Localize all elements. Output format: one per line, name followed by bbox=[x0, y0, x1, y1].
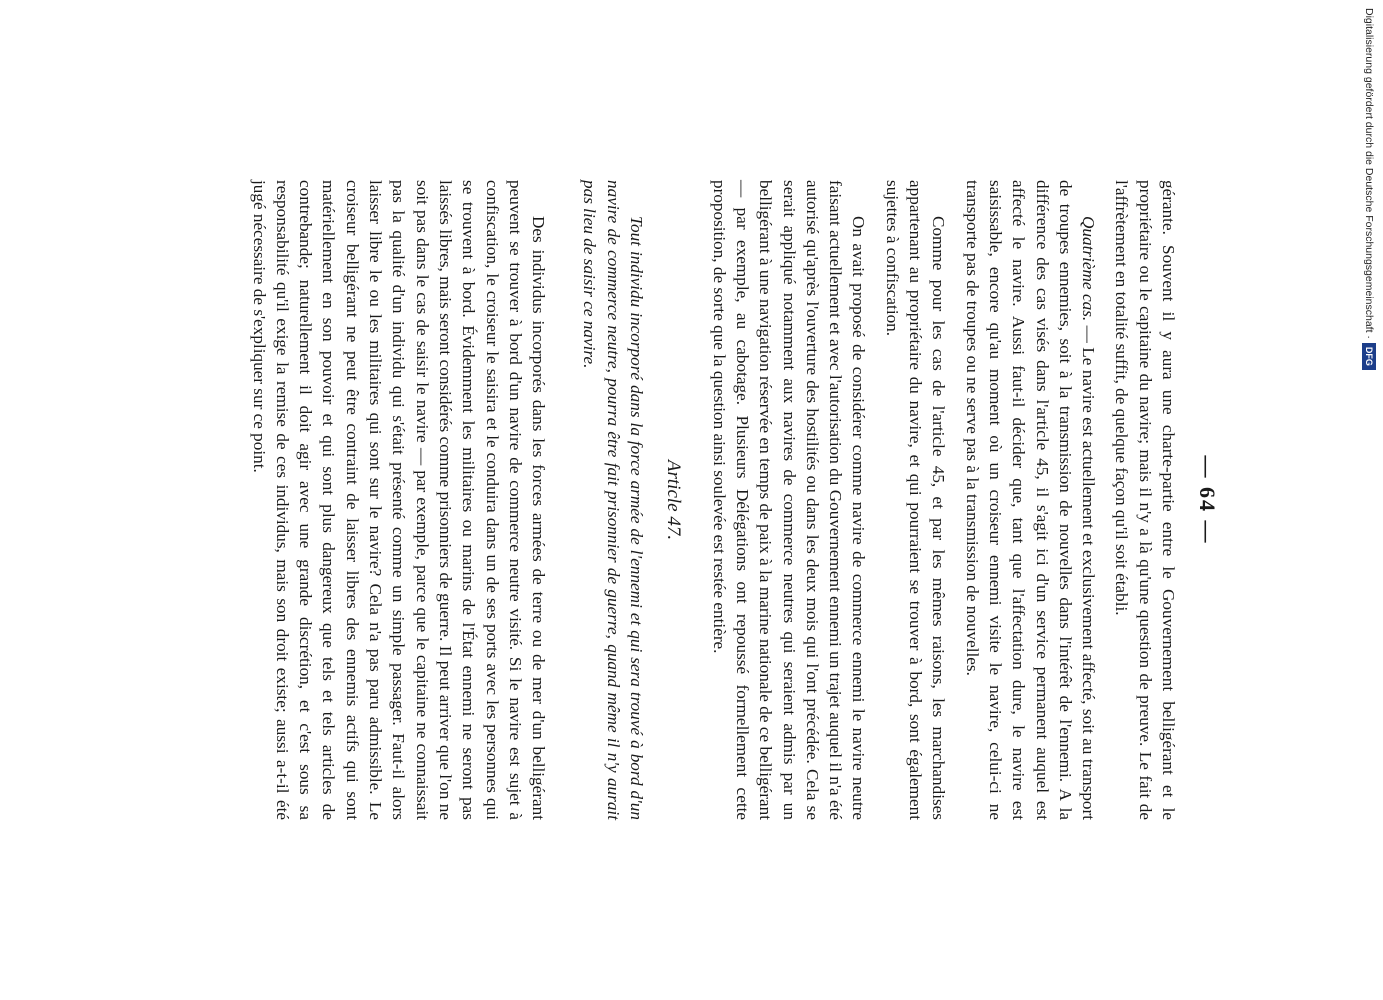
paragraph-5: Des individus incorporés dans les forces armées de terre ou de mer d'un belligérant peuvent se trouver à bord d'un navire de commerce neutre visité. Si le navire est sujet à confiscation, le croiseur le saisira et le conduira dans un de ses ports avec les personnes qui se trouvent à bord. Évidemment les militaires ou marins de l'État ennemi ne seront pas laissés libres, mais seront considérés comme prisonniers de guerre. Il peut arriver que l'on ne soit pas dans le cas de saisir le navire — par exemple, parce que le capitaine ne connaissait pas la qualité d'un individu qui s'était présenté comme un simple passager. Faut-il alors laisser libre le ou les militaires qui sont sur le navire? Cela n'a pas paru admissible. Le croiseur belligérant ne peut être contraint de laisser libres des ennemis actifs qui sont matériellement en son pouvoir et qui sont plus dangereux que tels et tels articles de contrebande; naturellement il doit agir avec une grande discrétion, et c'est sous sa responsabilité qu'il exige la remise de ces individus, mais son droit existe; aussi a-t-il été jugé nécessaire de s'expliquer sur ce point. bbox=[249, 180, 549, 820]
dfg-logo-icon: DFG bbox=[1362, 343, 1376, 370]
paragraph-fourth-case bbox=[960, 180, 1100, 820]
digitization-credit bbox=[1362, 8, 1376, 988]
article-rule-text: Tout individu incorporé dans la force armée de l'ennemi et qui sera trouvé à bord d'un navire de commerce neutre, pourra être fait prisonnier de guerre, quand même il n'y aurait pas lieu de saisir ce navire. bbox=[580, 180, 647, 820]
paragraph-1: gérante. Souvent il y aura une charte-partie entre le Gouvernement belligérant et le propriétaire ou le capitaine du navire; mais il n'y a là qu'une question de preuve. Le fait de l'affrètement en totalité suffit, de quelque façon qu'il soit établi. bbox=[1112, 180, 1178, 820]
body-text bbox=[237, 180, 1180, 820]
rotated-document-page bbox=[220, 0, 1220, 1000]
paragraph-body: — Le navire est actuellement et exclusivement affecté, soit au transport de troupes ennemies, soit à la transmission de nouvelles dans l'intérêt de l'ennemi. A la différence des cas visés dans l'article 45, il s'agit ici d'un service permanent auquel est affecté le navire. Aussi faut-il décider que, tant que l'affectation dure, le navire est saisissable, encore qu'au moment où un croiseur ennemi visite le navire, celui-ci ne transporte pas de troupes ou ne serve pas à la transmission de nouvelles. bbox=[962, 180, 1099, 821]
paragraph-3: Comme pour les cas de l'article 45, et par les mêmes raisons, les marchandises appartenant au propriétaire du navire, et qui pourraient se trouver à bord, sont également sujettes à confiscation. bbox=[882, 180, 949, 820]
paragraph-lead: Quatrième cas. bbox=[1079, 216, 1099, 322]
page-number: — 64 — bbox=[1195, 455, 1220, 545]
credit-text: Digitalisierung gefördert durch die Deutsche Forschungsgemeinschaft · bbox=[1363, 8, 1375, 339]
paragraph-4: On avait proposé de considérer comme navire de commerce ennemi le navire neutre faisant actuellement et avec l'autorisation du Gouvernement ennemi un trajet auquel il n'a été autorisé qu'après l'ouverture des hostilités ou dans les deux mois qui l'ont précédée. Cela se serait appliqué notamment aux navires de commerce neutres qui seraient admis par un belligérant à une navigation réservée en temps de paix à la marine nationale de ce belligérant — par exemple, au cabotage. Plusieurs Délégations ont repoussé formellement cette proposition, de sorte que la question ainsi soulevée est restée entière. bbox=[709, 180, 869, 820]
article-heading: Article 47. bbox=[663, 459, 685, 541]
